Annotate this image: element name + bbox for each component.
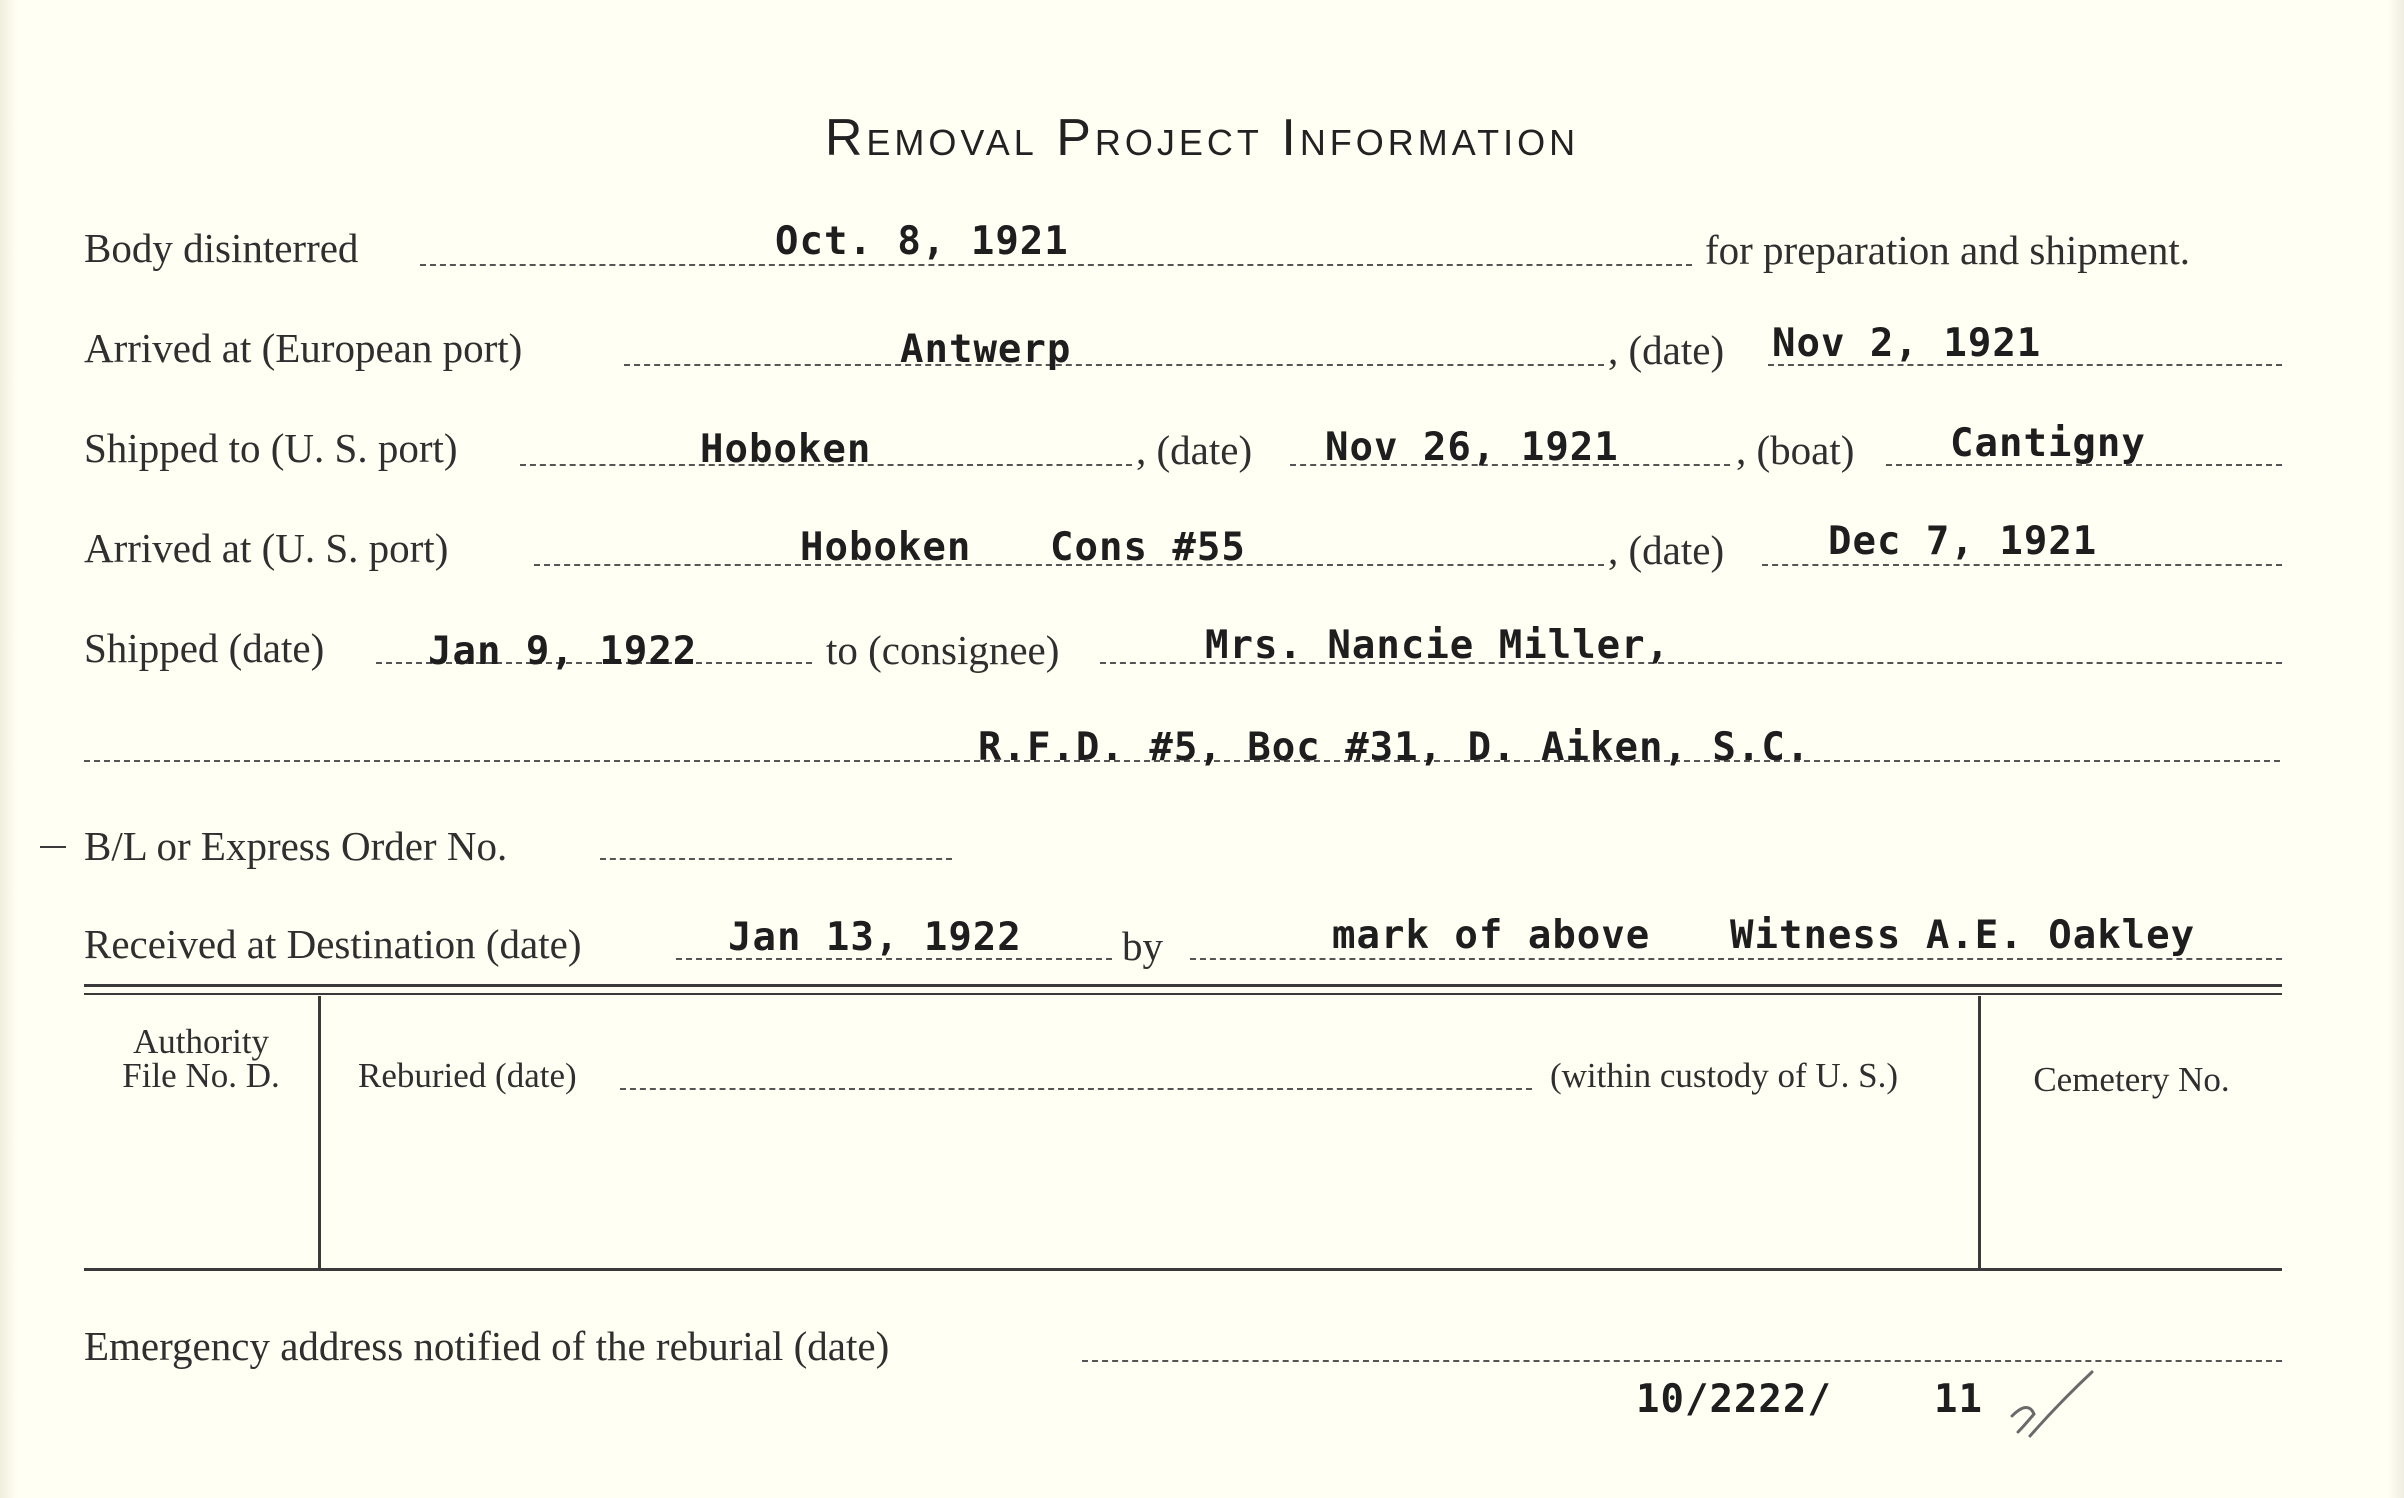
express-order-label: B/L or Express Order No. [84, 823, 508, 869]
reburied-label: Reburied (date) [358, 1056, 577, 1095]
body-disinterred-suffix: for preparation and shipment. [1705, 227, 2191, 273]
received-by-label: by [1122, 923, 1163, 969]
reburied-line [620, 1088, 1532, 1090]
shipped-date-value: Jan 9, 1922 [428, 629, 698, 674]
arrived-us-date-value: Dec 7, 1921 [1828, 519, 2098, 564]
box-divider-left [318, 996, 321, 1268]
emergency-address-label: Emergency address notified of the reburial (date) [84, 1323, 890, 1369]
card-edge-right [2388, 0, 2404, 1498]
shipped-us-port-label: Shipped to (U. S. port) [84, 425, 458, 471]
file-count-stamp: 11 [1934, 1377, 1983, 1422]
received-witness-value: Witness A.E. Oakley [1730, 913, 2196, 958]
box-divider-right [1978, 996, 1981, 1268]
file-date-stamp: 10/2222/ [1636, 1377, 1832, 1422]
body-disinterred-line [420, 264, 1692, 266]
card-title: Removal Project Information [824, 109, 1580, 167]
received-by-value: mark of above [1332, 913, 1651, 958]
arrived-european-date-value: Nov 2, 1921 [1772, 321, 2042, 366]
received-destination-label: Received at Destination (date) [84, 921, 582, 967]
express-order-line [600, 858, 952, 860]
shipped-us-port-value: Hoboken [700, 427, 872, 472]
shipped-date-label: Shipped (date) [84, 625, 325, 671]
arrived-european-port-value: Antwerp [900, 327, 1072, 372]
card-edge-left [0, 0, 18, 1498]
body-disinterred-label: Body disinterred [84, 225, 359, 271]
arrived-european-port-label: Arrived at (European port) [84, 325, 523, 371]
box-top-rule-inner [84, 993, 2282, 995]
emergency-address-line [1082, 1360, 2282, 1362]
box-top-rule [84, 984, 2282, 987]
consignee-address-value: R.F.D. #5, Boc #31, D. Aiken, S.C. [978, 725, 1811, 770]
custody-label: (within custody of U. S.) [1550, 1056, 1899, 1095]
arrived-european-port-line [624, 364, 1604, 366]
cemetery-no-label: Cemetery No. [2033, 1060, 2230, 1099]
file-no-label: File No. D. [122, 1056, 280, 1095]
consignee-label: to (consignee) [826, 627, 1060, 673]
arrived-us-date-label: , (date) [1608, 527, 1725, 573]
shipped-us-date-label: , (date) [1136, 427, 1253, 473]
shipped-us-boat-label: , (boat) [1736, 427, 1855, 473]
authority-label: Authority [132, 1022, 270, 1061]
pencil-mark-icon [2000, 1366, 2120, 1456]
box-bottom-rule [84, 1268, 2282, 1271]
received-by-line [1190, 958, 2282, 960]
received-destination-date: Jan 13, 1922 [728, 915, 1022, 960]
arrived-european-date-label: , (date) [1608, 327, 1725, 373]
consignee-value: Mrs. Nancie Miller, [1205, 623, 1671, 668]
arrived-us-port-label: Arrived at (U. S. port) [84, 525, 449, 571]
margin-tick [40, 846, 66, 848]
shipped-us-boat-value: Cantigny [1950, 421, 2146, 466]
arrived-us-cons-value: Cons #55 [1050, 525, 1246, 570]
arrived-us-port-value: Hoboken [800, 525, 972, 570]
shipped-us-date-value: Nov 26, 1921 [1325, 425, 1619, 470]
body-disinterred-date: Oct. 8, 1921 [775, 219, 1069, 264]
arrived-us-date-line [1762, 564, 2282, 566]
